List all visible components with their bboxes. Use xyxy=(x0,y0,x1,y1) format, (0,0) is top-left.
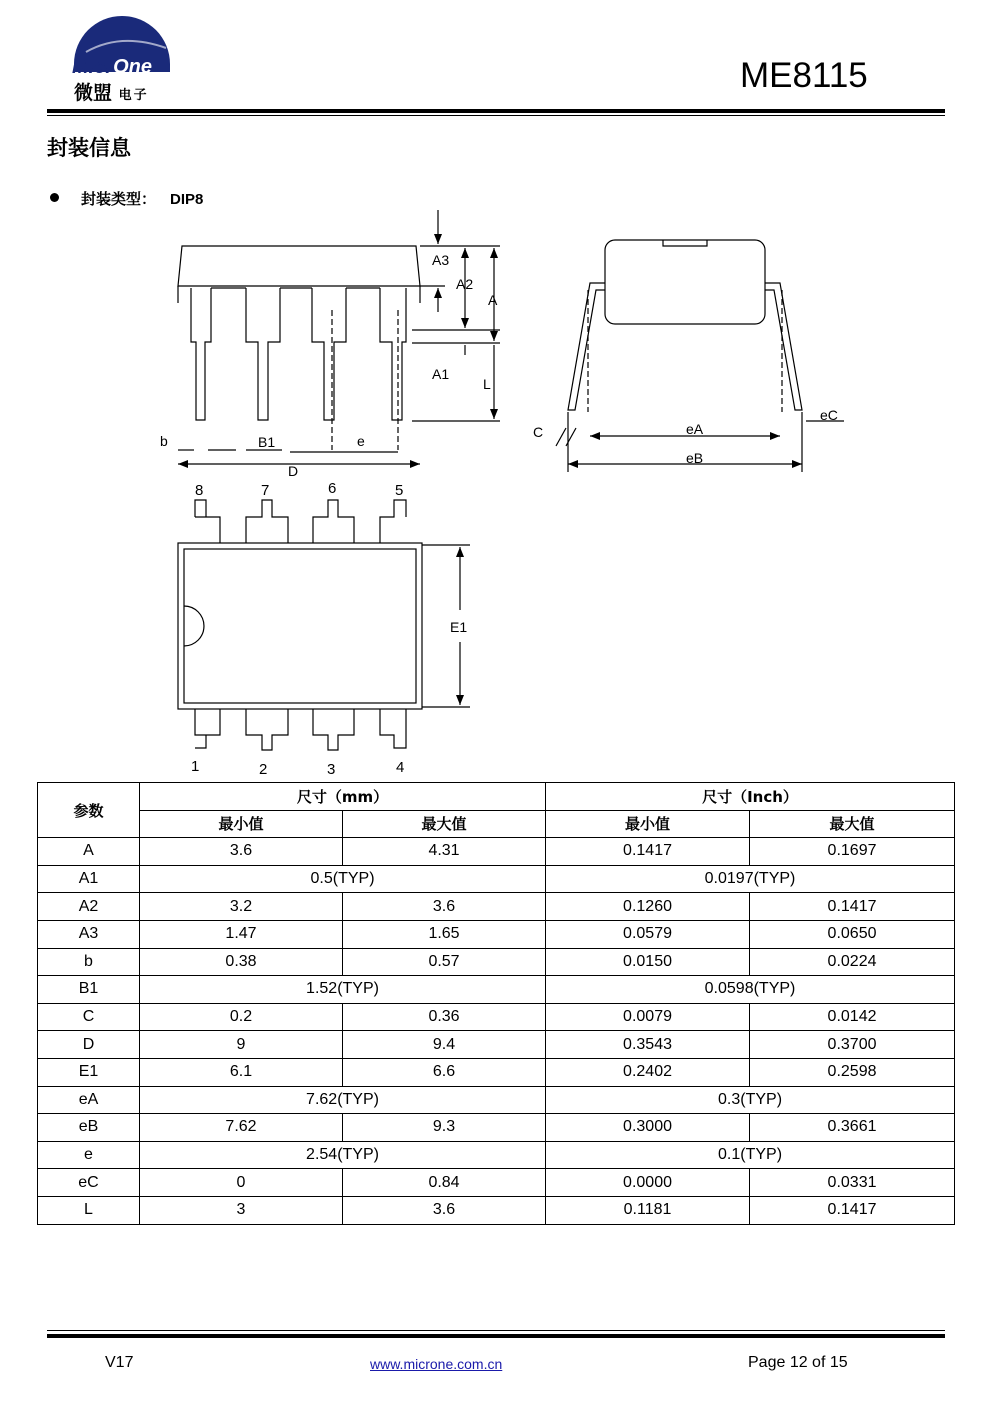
inch-max-cell: 0.0331 xyxy=(750,1169,955,1197)
mm-max-cell: 9.4 xyxy=(343,1031,546,1059)
label-D: D xyxy=(288,463,299,479)
inch-min-cell: 0.3000 xyxy=(546,1114,750,1142)
pin-1: 1 xyxy=(191,758,200,775)
table-row xyxy=(38,1086,955,1114)
pin-4: 4 xyxy=(396,759,405,776)
param-cell: B1 xyxy=(38,976,140,1004)
side-arrows xyxy=(178,234,498,468)
table-row xyxy=(38,1114,955,1142)
mm-max-cell: 0.57 xyxy=(343,948,546,976)
table-row xyxy=(38,948,955,976)
footer-rule xyxy=(47,1334,945,1338)
inch-max-cell: 0.0142 xyxy=(750,1003,955,1031)
label-L: L xyxy=(483,376,491,392)
label-A3: A3 xyxy=(432,252,450,268)
inch-typ-cell: 0.3(TYP) xyxy=(546,1086,955,1114)
label-eB: eB xyxy=(686,450,704,466)
mm-min-cell: 9 xyxy=(140,1031,343,1059)
inch-min-cell: 0.2402 xyxy=(546,1058,750,1086)
mm-max-cell: 9.3 xyxy=(343,1114,546,1142)
mm-max-cell: 6.6 xyxy=(343,1058,546,1086)
inch-min-header: 最小值 xyxy=(546,810,750,838)
inch-max-cell: 0.0224 xyxy=(750,948,955,976)
mm-min-cell: 0.38 xyxy=(140,948,343,976)
mm-typ-cell: 0.5(TYP) xyxy=(140,865,546,893)
table-header-row xyxy=(38,783,955,811)
mm-header: 尺寸（mm） xyxy=(140,783,546,811)
param-cell: eC xyxy=(38,1169,140,1197)
inch-min-cell: 0.0579 xyxy=(546,920,750,948)
inch-min-cell: 0.0000 xyxy=(546,1169,750,1197)
inch-typ-cell: 0.1(TYP) xyxy=(546,1141,955,1169)
footer-version: V17 xyxy=(105,1354,134,1371)
footer-website-link[interactable]: www.microne.com.cn xyxy=(370,1356,503,1372)
footer-page-number: Page 12 of 15 xyxy=(748,1354,848,1371)
document-title: ME8115 xyxy=(740,56,868,95)
mm-max-cell: 4.31 xyxy=(343,838,546,866)
inch-min-cell: 0.1417 xyxy=(546,838,750,866)
mm-max-cell: 0.84 xyxy=(343,1169,546,1197)
table-row xyxy=(38,1031,955,1059)
param-cell: b xyxy=(38,948,140,976)
inch-max-cell: 0.1417 xyxy=(750,1196,955,1224)
section-title: 封装信息 xyxy=(47,136,131,160)
mm-min-cell: 3 xyxy=(140,1196,343,1224)
inch-min-cell: 0.1260 xyxy=(546,893,750,921)
table-row xyxy=(38,893,955,921)
inch-header: 尺寸（Inch） xyxy=(546,783,955,811)
inch-min-cell: 0.1181 xyxy=(546,1196,750,1224)
mm-min-cell: 6.1 xyxy=(140,1058,343,1086)
pin-8: 8 xyxy=(195,482,204,499)
label-b: b xyxy=(160,433,168,449)
table-row xyxy=(38,1196,955,1224)
mm-max-cell: 3.6 xyxy=(343,1196,546,1224)
table-row xyxy=(38,838,955,866)
param-cell: C xyxy=(38,1003,140,1031)
label-A: A xyxy=(488,292,498,308)
label-C: C xyxy=(533,424,544,440)
table-row xyxy=(38,1169,955,1197)
mm-min-cell: 3.2 xyxy=(140,893,343,921)
param-cell: A xyxy=(38,838,140,866)
label-e: e xyxy=(357,433,365,449)
inch-max-cell: 0.0650 xyxy=(750,920,955,948)
inch-min-cell: 0.3543 xyxy=(546,1031,750,1059)
inch-max-cell: 0.3661 xyxy=(750,1114,955,1142)
package-label: 封装类型： xyxy=(81,190,157,208)
inch-max-cell: 0.2598 xyxy=(750,1058,955,1086)
param-cell: A1 xyxy=(38,865,140,893)
pin-6: 6 xyxy=(328,480,337,497)
table-row xyxy=(38,1141,955,1169)
label-E1: E1 xyxy=(450,619,468,635)
label-A2: A2 xyxy=(456,276,474,292)
table-row xyxy=(38,976,955,1004)
pin-2: 2 xyxy=(259,761,268,778)
logo-chinese: 微盟 电子 xyxy=(74,82,149,104)
param-cell: e xyxy=(38,1141,140,1169)
dimension-table xyxy=(37,782,955,1225)
mm-min-cell: 1.47 xyxy=(140,920,343,948)
table-subheader-row xyxy=(38,810,955,838)
table-row xyxy=(38,865,955,893)
mm-min-cell: 0.2 xyxy=(140,1003,343,1031)
table-row xyxy=(38,1058,955,1086)
inch-max-cell: 0.1697 xyxy=(750,838,955,866)
side-view xyxy=(178,210,500,464)
end-labels xyxy=(533,407,838,466)
mm-max-cell: 3.6 xyxy=(343,893,546,921)
mm-max-cell: 1.65 xyxy=(343,920,546,948)
pin-3: 3 xyxy=(327,761,336,778)
label-eA: eA xyxy=(686,421,704,437)
logo-brand: MicrOne xyxy=(72,56,153,78)
table-row xyxy=(38,1003,955,1031)
inch-typ-cell: 0.0598(TYP) xyxy=(546,976,955,1004)
param-cell: L xyxy=(38,1196,140,1224)
top-view xyxy=(178,500,470,750)
inch-min-cell: 0.0079 xyxy=(546,1003,750,1031)
mm-typ-cell: 2.54(TYP) xyxy=(140,1141,546,1169)
mm-min-cell: 7.62 xyxy=(140,1114,343,1142)
param-header: 参数 xyxy=(38,783,140,838)
mm-min-cell: 3.6 xyxy=(140,838,343,866)
inch-typ-cell: 0.0197(TYP) xyxy=(546,865,955,893)
param-cell: A3 xyxy=(38,920,140,948)
inch-min-cell: 0.0150 xyxy=(546,948,750,976)
inch-max-cell: 0.1417 xyxy=(750,893,955,921)
pin-5: 5 xyxy=(395,482,404,499)
param-cell: eB xyxy=(38,1114,140,1142)
mm-max-cell: 0.36 xyxy=(343,1003,546,1031)
param-cell: A2 xyxy=(38,893,140,921)
inch-max-cell: 0.3700 xyxy=(750,1031,955,1059)
param-cell: eA xyxy=(38,1086,140,1114)
end-arrows xyxy=(568,432,802,468)
mm-min-header: 最小值 xyxy=(140,810,343,838)
mm-min-cell: 0 xyxy=(140,1169,343,1197)
param-cell: E1 xyxy=(38,1058,140,1086)
mm-typ-cell: 1.52(TYP) xyxy=(140,976,546,1004)
inch-max-header: 最大值 xyxy=(750,810,955,838)
pin-numbers xyxy=(191,480,467,778)
label-A1: A1 xyxy=(432,366,450,382)
pin-7: 7 xyxy=(261,482,270,499)
label-eC: eC xyxy=(820,407,838,423)
table-row xyxy=(38,920,955,948)
mm-max-header: 最大值 xyxy=(343,810,546,838)
mm-typ-cell: 7.62(TYP) xyxy=(140,1086,546,1114)
param-cell: D xyxy=(38,1031,140,1059)
label-B1: B1 xyxy=(258,434,276,450)
footer-rule-thin xyxy=(47,1330,945,1331)
package-value: DIP8 xyxy=(170,191,204,208)
